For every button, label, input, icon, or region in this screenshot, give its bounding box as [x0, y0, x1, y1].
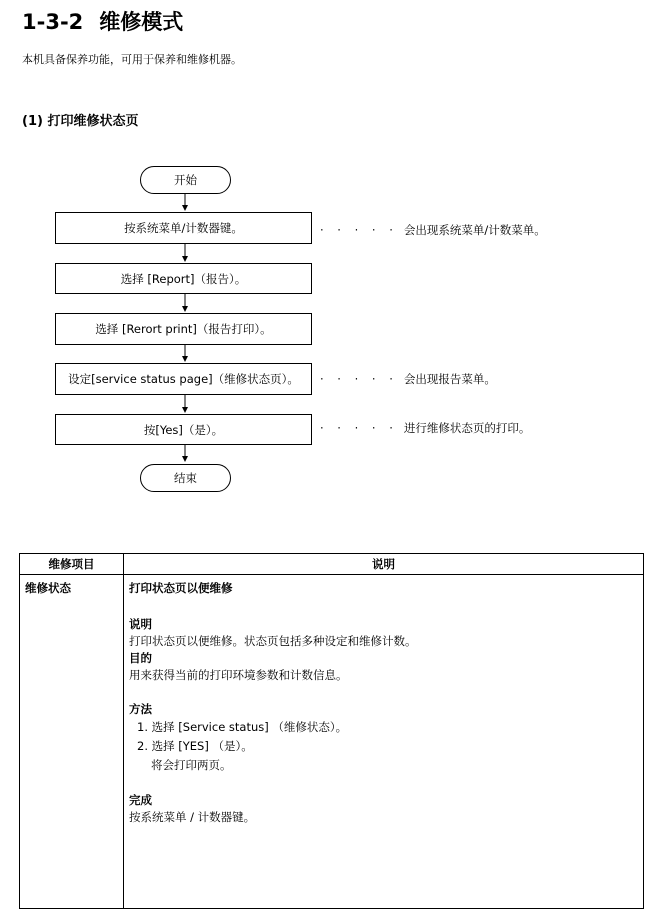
maintenance-table [19, 553, 644, 909]
header-item: 维修项目 [20, 554, 124, 575]
purpose-label: 目的 [129, 651, 152, 665]
item-cell [20, 575, 124, 909]
flow-note-5: · · · · · 进行维修状态页的打印。 [320, 421, 531, 435]
method-sub-note: 将会打印两页。 [151, 758, 232, 772]
method-step-1: 1. 选择 [Service status] （维修状态）。 [137, 720, 348, 734]
item-name: 维修状态 [25, 581, 71, 595]
section-title-text: 维修模式 [99, 10, 184, 34]
dots-leader: · · · · · [320, 421, 398, 435]
flow-note-1: · · · · · 会出现系统菜单/计数菜单。 [320, 223, 546, 237]
flow-step-4: 设定[service status page]（维修状态页）。 [55, 363, 312, 395]
intro-text: 本机具备保养功能，可用于保养和维修机器。 [22, 53, 242, 66]
dots-leader: · · · · · [320, 223, 398, 237]
flow-start: 开始 [140, 166, 231, 194]
description-cell [124, 575, 644, 909]
flow-end: 结束 [140, 464, 231, 492]
section-number: 1-3-2 [22, 10, 84, 34]
dots-leader: · · · · · [320, 372, 398, 386]
table-row [20, 575, 644, 909]
description-title: 打印状态页以便维修 [129, 581, 233, 595]
table-header-row [20, 554, 644, 575]
header-description: 说明 [124, 554, 644, 575]
flow-step-5: 按[Yes]（是）。 [55, 414, 312, 445]
flow-step-1: 按系统菜单/计数器键。 [55, 212, 312, 244]
purpose-text: 用来获得当前的打印环境参数和计数信息。 [129, 668, 348, 682]
subsection-title: (1) 打印维修状态页 [22, 114, 139, 129]
done-text: 按系统菜单 / 计数器键。 [129, 810, 256, 824]
method-step-2: 2. 选择 [YES] （是）。 [137, 739, 253, 753]
flow-step-2: 选择 [Report]（报告）。 [55, 263, 312, 294]
desc-text: 打印状态页以便维修。状态页包括多种设定和维修计数。 [129, 634, 417, 648]
flow-step-3: 选择 [Rerort print]（报告打印）。 [55, 313, 312, 345]
desc-label: 说明 [129, 617, 152, 631]
method-label: 方法 [129, 702, 152, 716]
flow-note-4: · · · · · 会出现报告菜单。 [320, 372, 496, 386]
done-label: 完成 [129, 793, 152, 807]
